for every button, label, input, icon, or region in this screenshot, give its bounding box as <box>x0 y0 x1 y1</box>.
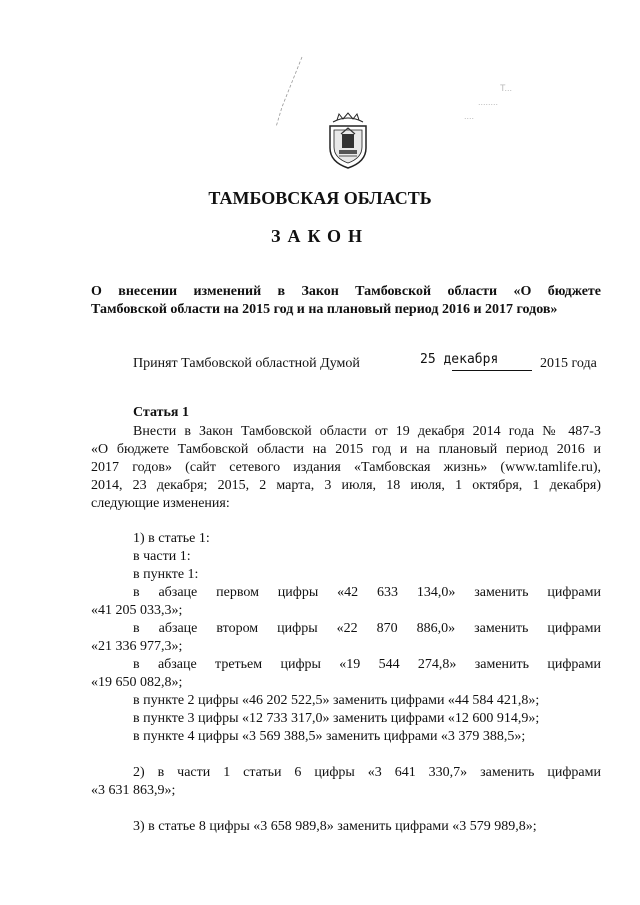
list-item: в пункте 3 цифры «12 733 317,0» заменить цифрами «12 600 914,9»; <box>133 711 540 726</box>
list-item: 2) в части 1 статьи 6 цифры «3 641 330,7» заменить цифрами <box>133 765 601 780</box>
list-item: в абзаце третьем цифры «19 544 274,8» заменить цифрами <box>133 657 601 672</box>
list-item: «19 650 082,8»; <box>91 675 183 690</box>
list-item: в пункте 1: <box>133 567 199 582</box>
document-type-title: ЗАКОН <box>270 226 370 246</box>
adoption-label: Принят Тамбовской областной Думой <box>133 356 360 371</box>
stamp-line-2: ........ <box>478 97 499 107</box>
intro-line: следующие изменения: <box>91 496 230 511</box>
article-heading: Статья 1 <box>133 405 189 420</box>
intro-line: 2017 годов» (сайт сетевого издания «Тамбовская жизнь» (www.tamlife.ru), <box>91 460 601 475</box>
intro-line: «О бюджете Тамбовской области на 2015 год и на плановый период 2016 и <box>91 442 601 457</box>
adoption-year: 2015 года <box>540 356 597 371</box>
list-item: «21 336 977,3»; <box>91 639 183 654</box>
law-subject-line-1: О внесении изменений в Закон Тамбовской области «О бюджете <box>91 284 601 299</box>
region-title: ТАМБОВСКАЯ ОБЛАСТЬ <box>208 188 432 208</box>
adoption-date: 25 декабря <box>420 352 499 367</box>
pen-mark <box>262 52 312 132</box>
date-underline <box>452 370 532 371</box>
law-subject-line-2: Тамбовской области на 2015 год и на плановый период 2016 и 2017 годов» <box>91 302 558 317</box>
list-item: в абзаце втором цифры «22 870 886,0» заменить цифрами <box>133 621 601 636</box>
stamp-line-3: .... <box>464 111 475 121</box>
coat-of-arms-icon <box>325 112 371 170</box>
intro-line: 2014, 23 декабря; 2015, 2 марта, 3 июля, 18 июля, 1 октября, 1 декабря) <box>91 478 601 493</box>
list-item: «3 631 863,9»; <box>91 783 176 798</box>
list-item: в пункте 2 цифры «46 202 522,5» заменить цифрами «44 584 421,8»; <box>133 693 540 708</box>
stamp-line-1: Т... <box>500 83 513 93</box>
list-item: «41 205 033,3»; <box>91 603 183 618</box>
list-item: 1) в статье 1: <box>133 531 210 546</box>
list-item: в пункте 4 цифры «3 569 388,5» заменить цифрами «3 379 388,5»; <box>133 729 526 744</box>
list-item: в абзаце первом цифры «42 633 134,0» заменить цифрами <box>133 585 601 600</box>
list-item: в части 1: <box>133 549 191 564</box>
list-item: 3) в статье 8 цифры «3 658 989,8» заменить цифрами «3 579 989,8»; <box>133 819 537 834</box>
intro-line: Внести в Закон Тамбовской области от 19 декабря 2014 года № 487-З <box>133 424 601 439</box>
